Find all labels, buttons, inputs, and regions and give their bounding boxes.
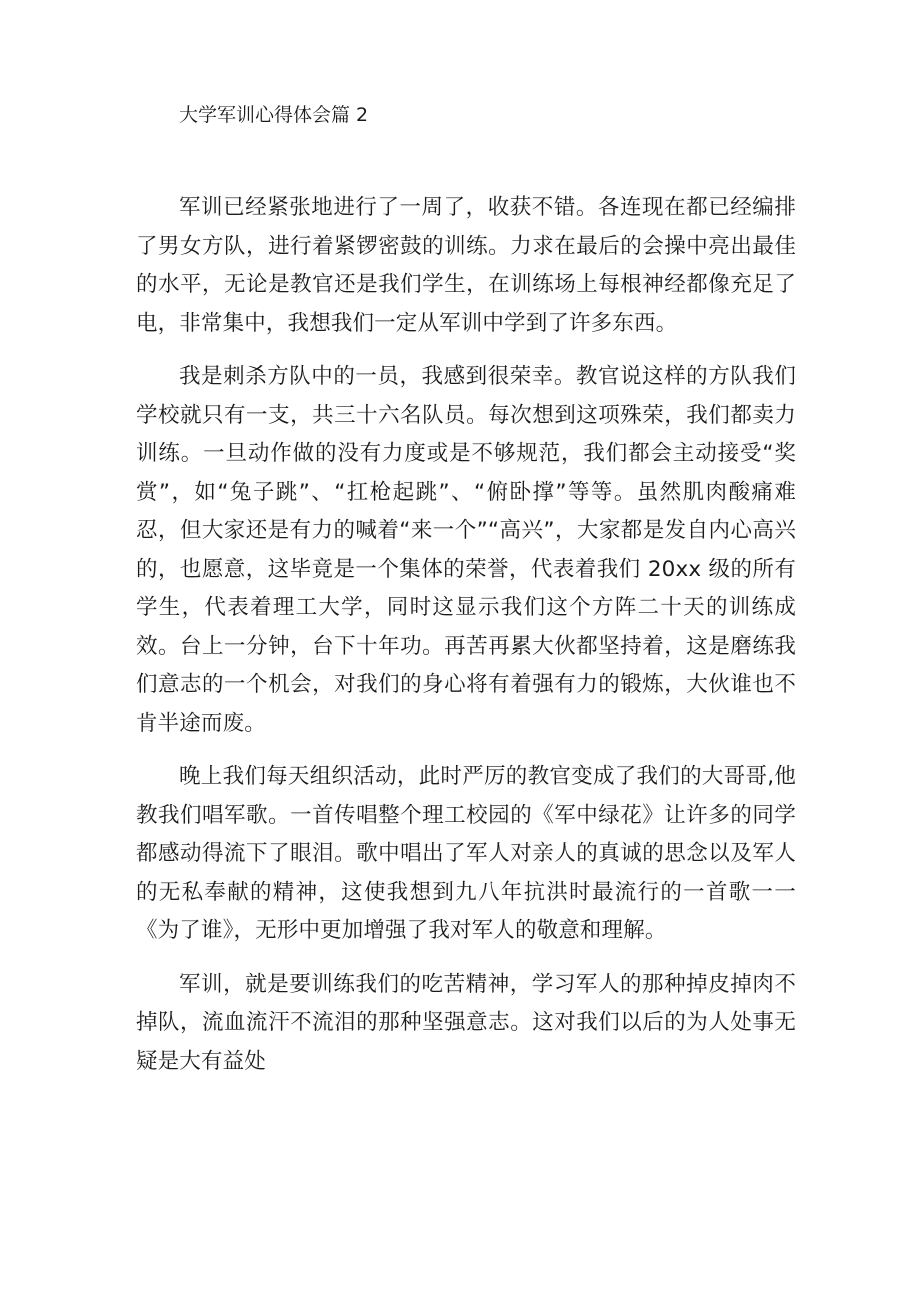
paragraph: 我是刺杀方队中的一员，我感到很荣幸。教官说这样的方队我们学校就只有一支，共三十六名队员。每次想到这项殊荣，我们都卖力训练。一旦动作做的没有力度或是不够规范，我们都会主动接受“奖赏”，如“兔子跳”、“扛枪起跳”、“俯卧撑”等等。虽然肌肉酸痛难忍，但大家还是有力的喊着“来一个”“高兴”，大家都是发自内心高兴的，也愿意，这毕竟是一个集体的荣誉，代表着我们 20xx 级的所有学生，代表着理工大学，同时这显示我们这个方阵二十天的训练成效。台上一分钟，台下十年功。再苦再累大伙都坚持着，这是磨练我们意志的一个机会，对我们的身心将有着强有力的锻炼，大伙谁也不肯半途而废。 — [136, 364, 796, 736]
paragraph: 晚上我们每天组织活动，此时严厉的教官变成了我们的大哥哥,他教我们唱军歌。一首传唱整个理工校园的《军中绿花》让许多的同学都感动得流下了眼泪。歌中唱出了军人对亲人的真诚的思念以及军人的无私奉献的精神，这使我想到九八年抗洪时最流行的一首歌一一《为了谁》，无形中更加增强了我对军人的敬意和理解。 — [136, 764, 796, 943]
paragraph: 军训，就是要训练我们的吃苦精神，学习军人的那种掉皮掉肉不掉队，流血流汗不流泪的那种坚强意志。这对我们以后的为人处事无疑是大有益处 — [136, 971, 796, 1074]
document-title: 大学军训心得体会篇 2 — [179, 104, 369, 126]
paragraph: 军训已经紧张地进行了一周了，收获不错。各连现在都已经编排了男女方队，进行着紧锣密鼓的训练。力求在最后的会操中亮出最佳的水平，无论是教官还是我们学生，在训练场上每根神经都像充足了电，非常集中，我想我们一定从军训中学到了许多东西。 — [136, 195, 796, 336]
document-body — [136, 189, 796, 1096]
